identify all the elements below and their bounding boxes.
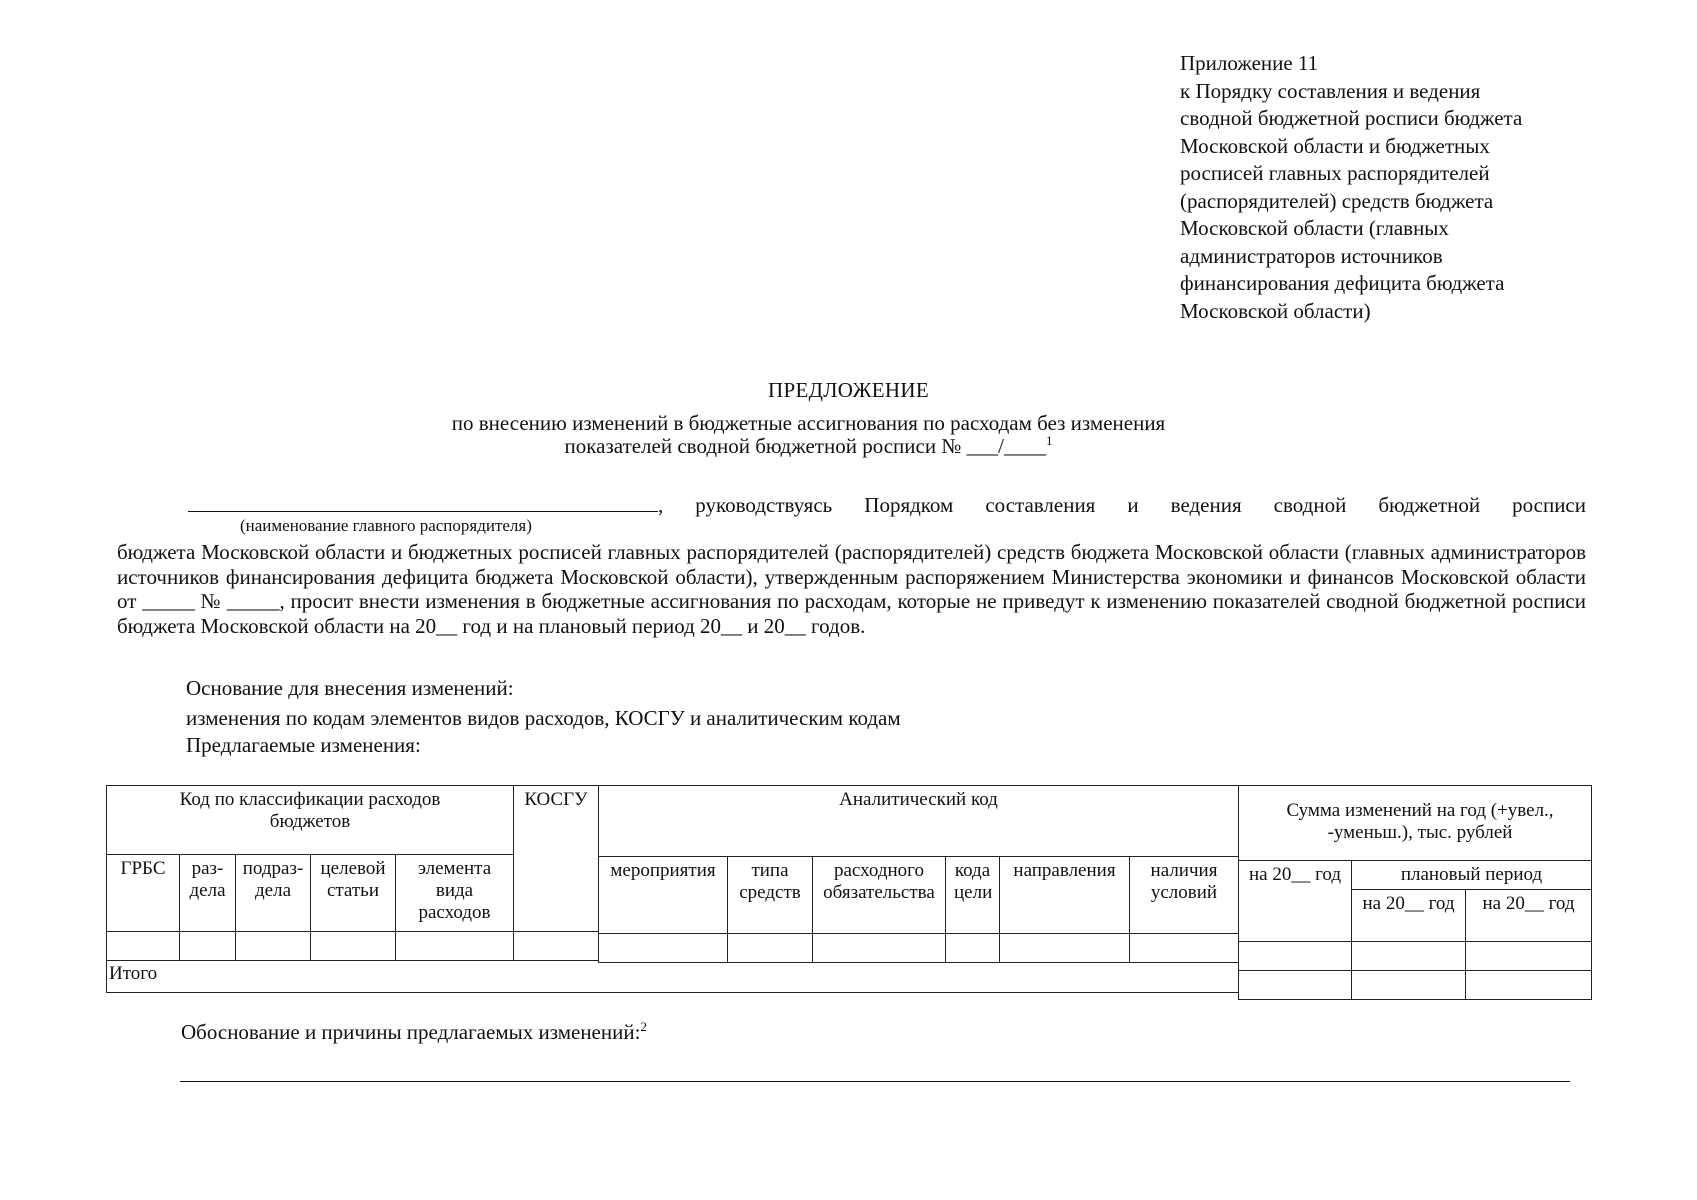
total-cell <box>1351 970 1466 1000</box>
data-cell <box>999 933 1130 963</box>
data-cell <box>235 931 311 961</box>
header-meropriyatiya: мероприятия <box>598 856 728 934</box>
appendix-line: (распорядителей) средств бюджета <box>1180 188 1494 213</box>
data-cell <box>513 931 599 961</box>
document-subtitle-line1: по внесению изменений в бюджетные ассигнования по расходам без изменения <box>451 411 1166 435</box>
appendix-note <box>1180 50 1640 325</box>
intro-text: , руководствуясь Порядком составления и ведения сводной бюджетной росписи <box>658 493 1586 517</box>
header-rashod: расходного обязательства <box>812 856 946 934</box>
appendix-line: Московской области и бюджетных <box>1180 133 1490 158</box>
total-cell <box>1238 970 1352 1000</box>
header-kodacel: кода цели <box>945 856 1000 934</box>
header-element: элемента вида расходов <box>395 854 514 932</box>
name-caption: (наименование главного распорядителя) <box>240 516 532 535</box>
data-cell <box>945 933 1000 963</box>
header-podrazdel: подраз-дела <box>235 854 311 932</box>
appendix-line: сводной бюджетной росписи бюджета <box>1180 106 1523 130</box>
basis-text: изменения по кодам элементов видов расходов, КОСГУ и аналитическим кодам <box>186 706 901 730</box>
justification-text: Обоснование и причины предлагаемых изменений: <box>181 1020 641 1044</box>
total-cell <box>1465 970 1592 1000</box>
appendix-line: Московской области (главных <box>1180 216 1449 240</box>
name-blank-line <box>188 511 658 512</box>
data-cell <box>812 933 946 963</box>
data-cell <box>395 931 514 961</box>
header-year1: на 20__ год <box>1238 860 1352 942</box>
data-cell <box>1129 933 1239 963</box>
header-sum: Сумма изменений на год (+увел., -уменьш.), тыс. рублей <box>1238 785 1592 861</box>
justification-label <box>181 1020 647 1045</box>
header-classification: Код по классификации расходов бюджетов <box>106 785 514 855</box>
changes-table <box>106 785 1592 1003</box>
subtitle-text: показателей сводной бюджетной росписи № ___/____ <box>564 434 1046 458</box>
data-cell <box>598 933 728 963</box>
justification-blank-line <box>180 1081 1570 1082</box>
header-tipa: типа средств <box>727 856 813 934</box>
total-label: Итого <box>106 960 1239 993</box>
data-cell <box>1465 941 1592 971</box>
header-razdel: раз-дела <box>179 854 236 932</box>
footnote-marker-2: 2 <box>640 1019 647 1034</box>
header-nalich: наличия условий <box>1129 856 1239 934</box>
appendix-line: росписей главных распорядителей <box>1180 161 1490 185</box>
header-grbs: ГРБС <box>106 854 180 932</box>
document-title: ПРЕДЛОЖЕНИЕ <box>768 378 929 402</box>
appendix-line: администраторов источников <box>1180 243 1443 268</box>
appendix-line: Московской области) <box>1180 298 1371 323</box>
header-napr: направления <box>999 856 1130 934</box>
data-cell <box>727 933 813 963</box>
header-analytic: Аналитический код <box>598 785 1239 857</box>
appendix-line: Приложение 11 <box>1180 51 1319 75</box>
data-cell <box>106 931 180 961</box>
appendix-line: к Порядку составления и ведения <box>1180 78 1481 103</box>
appendix-line: финансирования дефицита бюджета <box>1180 271 1505 295</box>
data-cell <box>1351 941 1466 971</box>
footnote-marker-1: 1 <box>1045 433 1053 448</box>
header-year3: на 20__ год <box>1465 889 1592 942</box>
header-plan: плановый период <box>1351 860 1592 890</box>
header-year2: на 20__ год <box>1351 889 1466 942</box>
document-subtitle-line2 <box>0 434 1657 459</box>
data-cell <box>310 931 396 961</box>
header-celevoy: целевой статьи <box>310 854 396 932</box>
changes-label: Предлагаемые изменения: <box>186 733 421 757</box>
data-cell <box>179 931 236 961</box>
basis-label: Основание для внесения изменений: <box>186 676 514 700</box>
data-cell <box>1238 941 1352 971</box>
header-kosgu: КОСГУ <box>513 785 599 932</box>
body-paragraph: бюджета Московской области и бюджетных росписей главных распорядителей (распорядителей) средств бюджета Московской области (главных администраторов источников финансирования дефицита бюджета Московской области), утвержденным распоряжением Министерства экономики и финансов Московской области от _____ № _____, просит внести изменения в бюджетные ассигнования по расходам, которые не приведут к изменению показателей сводной бюджетной росписи бюджета Московской области на 20__ год и на плановый период 20__ и 20__ годов. <box>117 540 1586 638</box>
